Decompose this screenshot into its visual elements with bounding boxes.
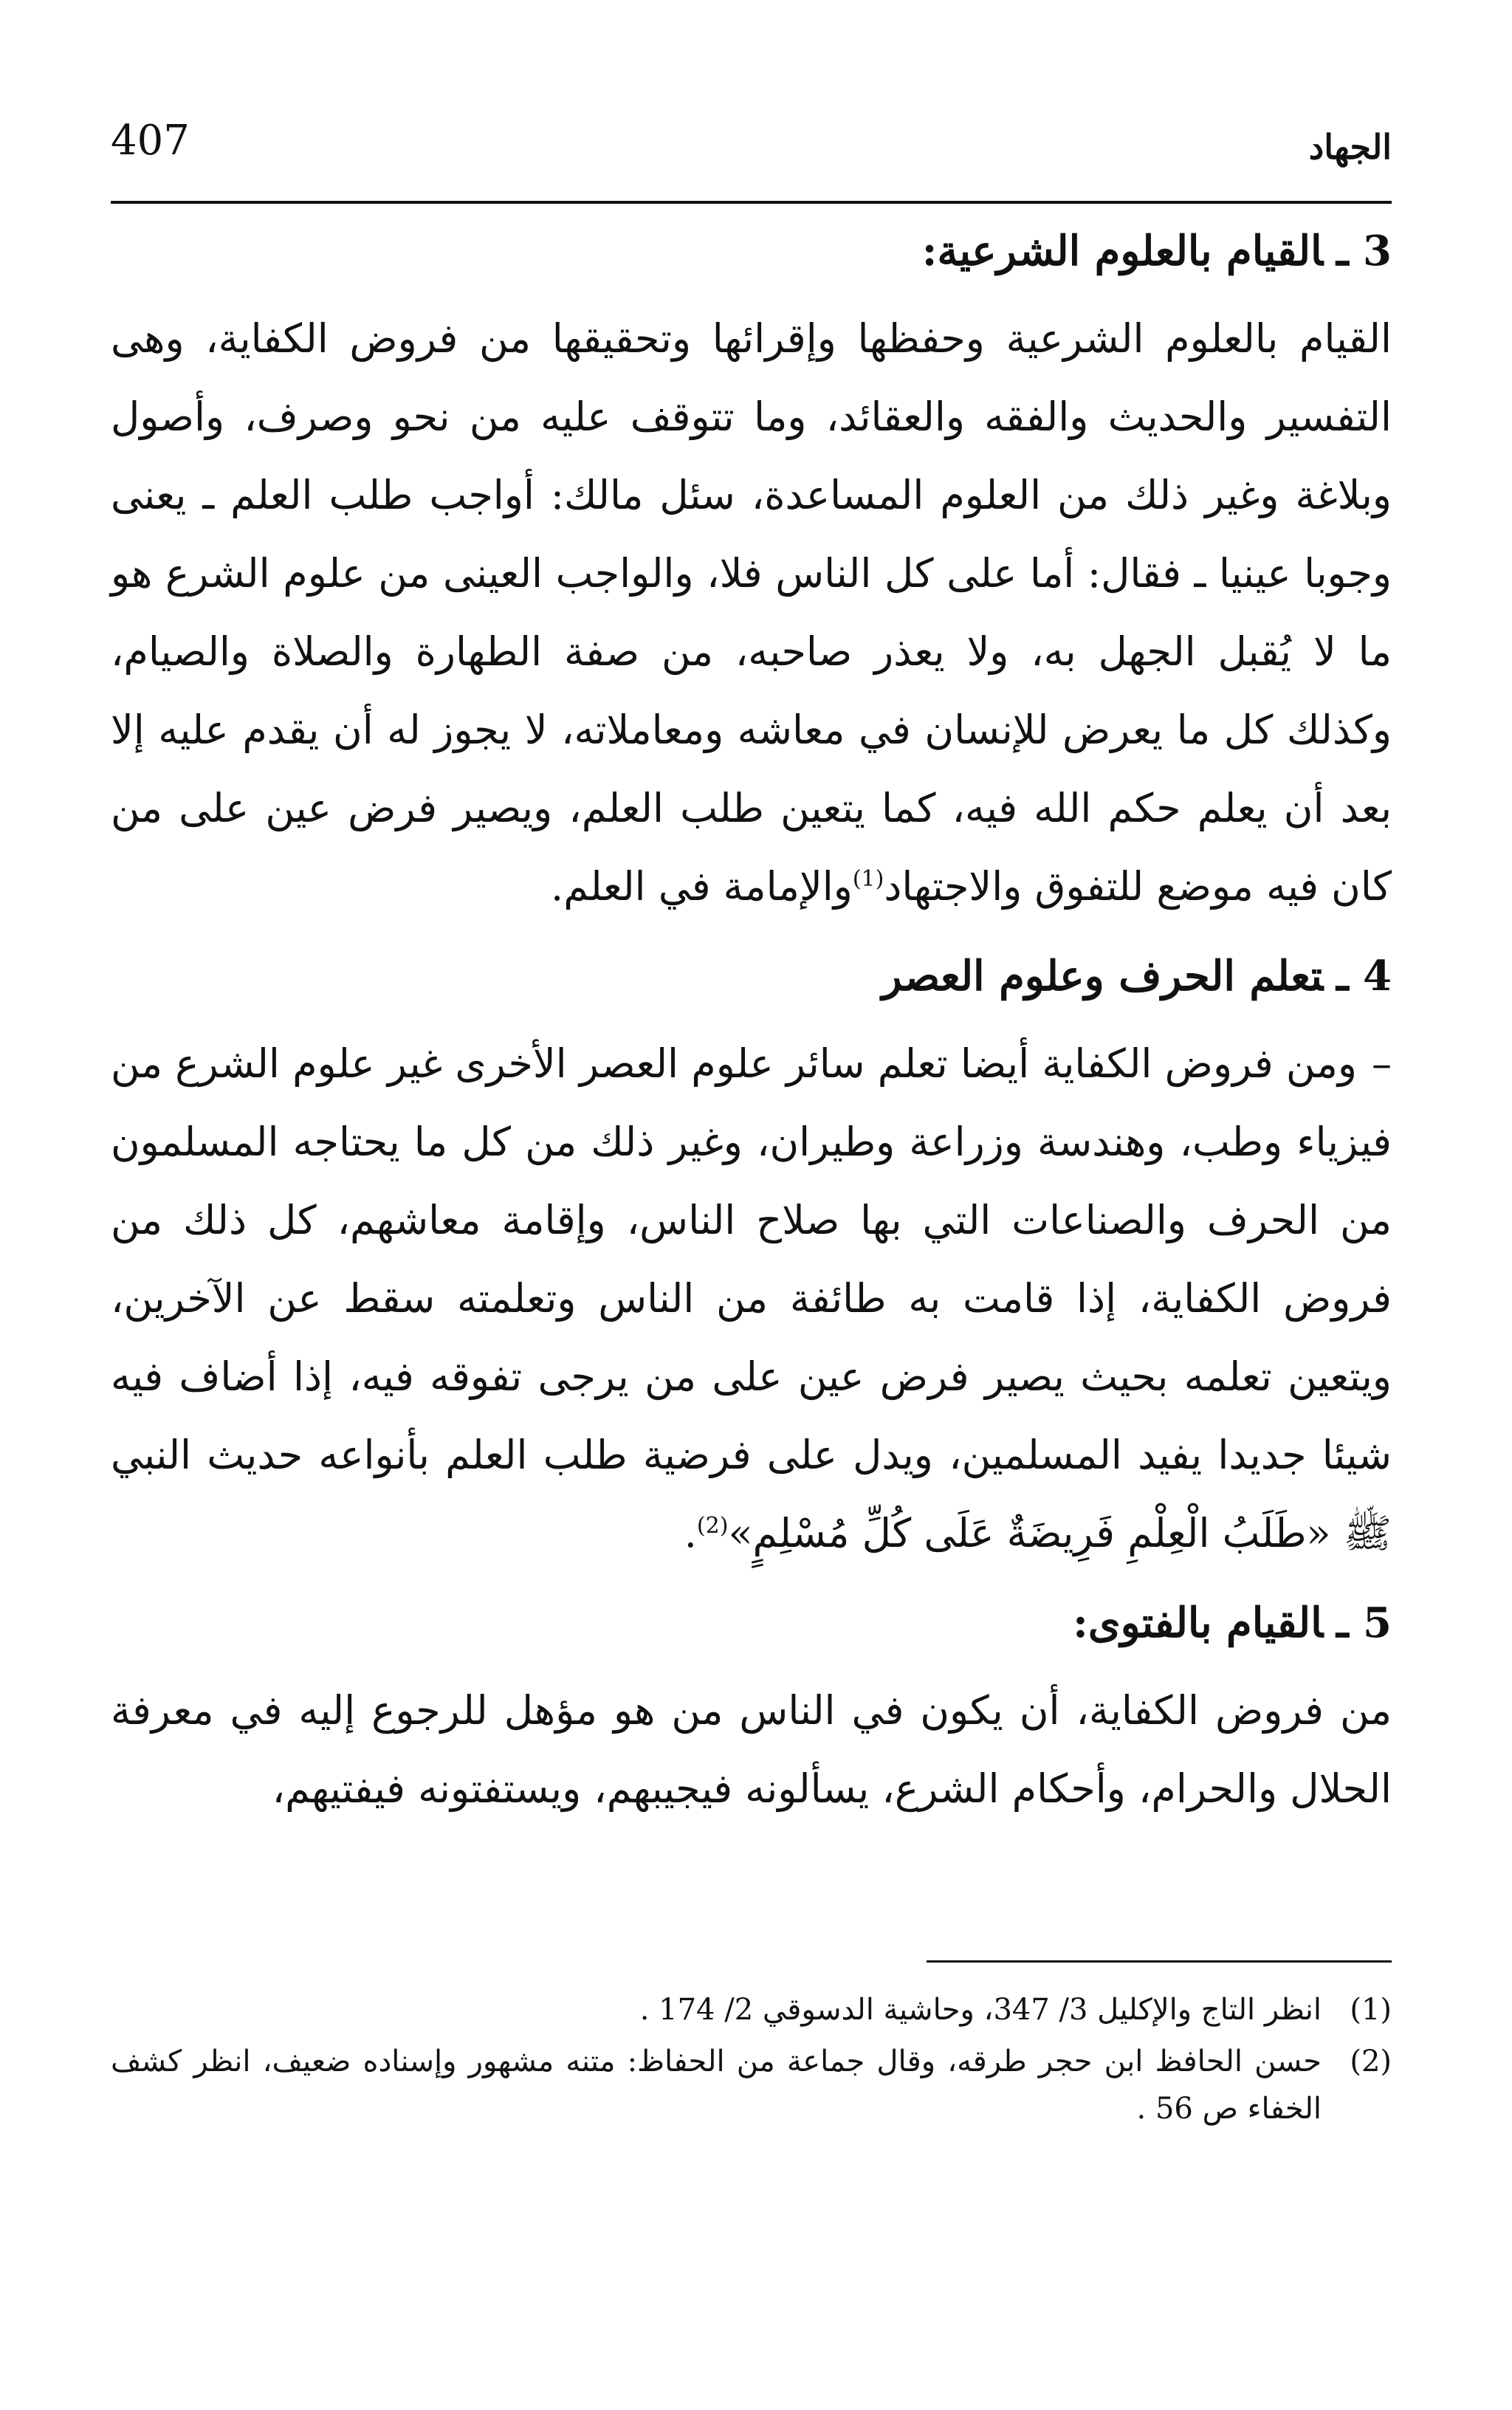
page-number: 407: [111, 117, 190, 165]
paragraph-text: من فروض الكفاية، أن يكون في الناس من هو مؤهل للرجوع إليه في معرفة الحلال والحرام، وأحكام الشرع، يسألونه فيجيبهم، ويستفتونه فيفتيهم،: [111, 1687, 1392, 1812]
book-page: [111, 0, 1392, 2410]
paragraph-text-end: والإمامة في العلم.: [551, 863, 853, 910]
main-text: [111, 214, 1392, 1841]
section-number: 5 ـ: [1336, 1599, 1392, 1647]
footnote-marker: (2): [1350, 2045, 1392, 2078]
paragraph-text-end: .: [684, 1510, 697, 1556]
running-header: [111, 111, 1392, 177]
section-paragraph-3: [111, 300, 1392, 926]
section-title: القيام بالفتوى:: [1073, 1599, 1324, 1647]
section-heading-3: [111, 214, 1392, 288]
section-paragraph-4: [111, 1025, 1392, 1573]
footnote-ref-2: (2): [696, 1513, 729, 1539]
paragraph-text: القيام بالعلوم الشرعية وحفظها وإقرائها وتحقيقها من فروض الكفاية، وهى التفسير والحديث والفقه والعقائد، وما تتوقف عليه من نحو وصرف، وأصول وبلاغة وغير ذلك من العلوم المساعدة، سئل مالك: أواجب طلب العلم ـ يعنى وجوبا عينيا ـ فقال: أما على كل الناس فلا، والواجب العينى من علوم الشرع هو ما لا يُقبل الجهل به، ولا يعذر صاحبه، من صفة الطهارة والصلاة والصيام، وكذلك كل ما يعرض للإنسان في معاشه ومعاملاته، لا يجوز له أن يقدم عليه إلا بعد أن يعلم حكم الله فيه، كما يتعين طلب العلم، ويصير فرض عين على من كان فيه موضع للتفوق والاجتهاد: [111, 315, 1392, 910]
footnote-text: حسن الحافظ ابن حجر طرقه، وقال جماعة من الحفاظ: متنه مشهور وإسناده ضعيف، انظر كشف الخفاء ص 56 .: [111, 2045, 1322, 2126]
section-title: القيام بالعلوم الشرعية:: [921, 227, 1324, 275]
header-rule: [111, 201, 1392, 204]
section-paragraph-5: [111, 1672, 1392, 1828]
section-title: تعلم الحرف وعلوم العصر: [882, 952, 1324, 1000]
footnote-marker: (1): [1350, 1993, 1392, 2027]
footnote-2: [111, 2038, 1392, 2132]
footnote-text: انظر التاج والإكليل 3/ 347، وحاشية الدسوقي 2/ 174 .: [639, 1993, 1322, 2027]
section-heading-4: [111, 939, 1392, 1013]
footnote-ref-1: (1): [852, 866, 884, 892]
running-title: الجهاد: [1308, 127, 1392, 167]
section-number: 4 ـ: [1336, 952, 1392, 1000]
footnotes: [111, 1986, 1392, 2137]
section-heading-5: [111, 1586, 1392, 1660]
footnote-1: [111, 1986, 1392, 2033]
paragraph-text: ومن فروض الكفاية أيضا تعلم سائر علوم العصر الأخرى غير علوم الشرع من فيزياء وطب، وهندسة وزراعة وطيران، وغير ذلك من كل ما يحتاجه المسلمون من الحرف والصناعات التي بها صلاح الناس، وإقامة معاشهم، كل ذلك من فروض الكفاية، إذا قامت به طائفة من الناس وتعلمته سقط عن الآخرين، ويتعين تعلمه بحيث يصير فرض عين على من يرجى تفوقه فيه، إذا أضاف فيه شيئا جديدا يفيد المسلمين، ويدل على فرضية طلب العلم بأنواعه حديث النبي ﷺ «طَلَبُ الْعِلْمِ فَرِيضَةٌ عَلَى كُلِّ مُسْلِمٍ»: [111, 1040, 1392, 1556]
lead-dash: –: [1372, 1040, 1392, 1087]
footnote-rule: [927, 1960, 1392, 1963]
section-number: 3 ـ: [1336, 227, 1392, 275]
